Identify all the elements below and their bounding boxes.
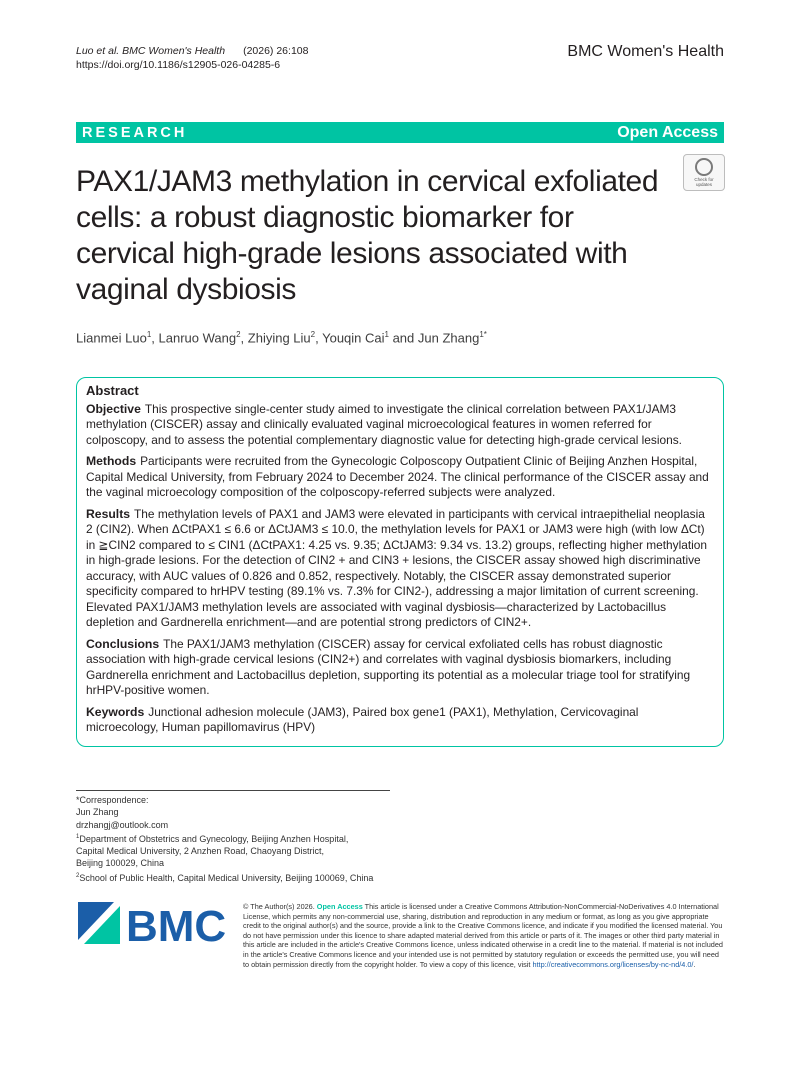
check-updates-label-2: updates bbox=[695, 182, 712, 187]
affiliation-text: Department of Obstetrics and Gynecology, Beijing Anzhen Hospital, bbox=[79, 833, 349, 844]
citation-authors: Luo et al. BMC Women's Health bbox=[76, 45, 226, 57]
author-affiliation: 1 bbox=[384, 330, 389, 339]
author-affiliation: 1* bbox=[479, 330, 487, 339]
journal-name: BMC Women's Health bbox=[567, 43, 724, 60]
author-affiliation: 1 bbox=[146, 330, 152, 339]
check-updates-icon bbox=[695, 158, 713, 176]
methods-text: Participants were recruited from the Gynecologic Colposcopy Outpatient Clinic of Beijing Anzhen Hospital, Capital Medical University, from February 2024 to December 2024. The clinical performance of the CISCER assay and the vaginal microecology composition of the colposcopy-referred subjects were analyzed. bbox=[86, 454, 709, 499]
correspondence-block bbox=[76, 794, 373, 884]
author-affiliation: 2 bbox=[310, 330, 316, 339]
abstract-objective bbox=[86, 402, 714, 449]
author-name[interactable]: Youqin Cai bbox=[322, 330, 385, 346]
author-name[interactable]: Jun Zhang bbox=[417, 330, 480, 346]
objective-text: This prospective single-center study aimed to investigate the clinical correlation between PAX1/JAM3 methylation (CISCER) assay and clinically evaluated vaginal microecological features in women referred for colposcopy, and to assess the potential complementary diagnostic value for detecting high-grade cervical lesions. bbox=[86, 401, 682, 447]
affiliation-1-line-3: Beijing 100029, China bbox=[76, 858, 165, 869]
affiliation-number: 1 bbox=[76, 833, 80, 840]
footnote-divider bbox=[76, 790, 390, 791]
bmc-logo-text: BMC bbox=[126, 902, 227, 946]
check-updates-label-1: Check for bbox=[694, 177, 714, 182]
correspondence-label: *Correspondence: bbox=[76, 795, 149, 805]
correspondence-email[interactable]: drzhangj@outlook.com bbox=[76, 819, 169, 830]
affiliation-1 bbox=[76, 831, 373, 845]
doi-link[interactable]: https://doi.org/10.1186/s12905-026-04285-6 bbox=[76, 59, 281, 71]
results-text: The methylation levels of PAX1 and JAM3 were elevated in participants with cervical intraepithelial neoplasia 2 (CIN2). When ΔCtPAX1 ≤ 6.6 or ΔCtJAM3 ≤ 10.0, the methylation levels for PAX1 or JAM3 were high (with low ΔCt) in ≧CIN2 compared to ≤ CIN1 (ΔCtPAX1: 4.25 vs. 9.35; ΔCtJAM3: 9.34 vs. 13.2) groups, reflecting higher methylation in high-grade lesions. For the detection of CIN2 + and CIN3 + lesions, the CISCER assay showed high discriminative accuracy, with AUC values of 0.826 and 0.852, respectively. Notably, the CISCER assay demonstrated superior specificity compared to hrHPV testing (89.1% vs. 7.3% for CIN2-), addressing a major limitation of current screening. Elevated PAX1/JAM3 methylation levels are associated with vaginal dysbiosis—characterized by Lactobacillus depletion and Gardnerella enrichment—and are potential strong predictors of CIN2+. bbox=[86, 506, 708, 629]
author-separator: and bbox=[388, 330, 418, 346]
objective-label: Objective bbox=[86, 401, 141, 416]
affiliation-2 bbox=[76, 870, 373, 884]
results-label: Results bbox=[86, 506, 131, 521]
abstract-results bbox=[86, 507, 714, 631]
citation-line bbox=[76, 44, 308, 58]
abstract-conclusions bbox=[86, 637, 714, 699]
correspondence-name: Jun Zhang bbox=[76, 807, 119, 818]
abstract-heading: Abstract bbox=[86, 383, 139, 398]
author-affiliation: 2 bbox=[236, 330, 241, 339]
copyright-prefix: © The Author(s) 2026. bbox=[243, 902, 315, 911]
conclusions-label: Conclusions bbox=[86, 636, 160, 651]
license-body: This article is licensed under a Creative Commons Attribution-NonCommercial-NoDerivatives 4.0 International License, which permits any non-commercial use, sharing, distribution and reproduction in any medium or format, as long as you give appropriate credit to the original author(s) and the source, provide a link to the Creative Commons licence, and indicate if you modified the licensed material. You do not have permission under this licence to share adapted material derived from this article or parts of it. The images or other third party material in this article are included in the article's Creative Commons licence, unless indicated otherwise in a credit line to the material. If material is not included in the article's Creative Commons licence and your intended use is not permitted by statutory regulation or exceeds the permitted use, you will need to obtain permission directly from the copyright holder. To view a copy of this licence, visit bbox=[243, 902, 723, 969]
methods-label: Methods bbox=[86, 454, 137, 468]
article-type-banner bbox=[76, 122, 724, 143]
affiliation-text: School of Public Health, Capital Medical University, Beijing 100069, China bbox=[79, 872, 374, 883]
author-list bbox=[76, 330, 487, 345]
author-separator: , bbox=[240, 330, 248, 346]
affiliation-1-line-2: Capital Medical University, 2 Anzhen Road, Chaoyang District, bbox=[76, 846, 324, 857]
author-name[interactable]: Lianmei Luo bbox=[76, 330, 147, 346]
bmc-logo bbox=[78, 900, 228, 946]
license-open-access: Open Access bbox=[316, 902, 363, 911]
license-text bbox=[243, 902, 725, 969]
affiliation-number: 2 bbox=[76, 872, 80, 879]
keywords-label: Keywords bbox=[86, 704, 145, 719]
citation-block bbox=[76, 44, 308, 72]
abstract-keywords bbox=[86, 705, 714, 736]
author-separator: , bbox=[315, 330, 323, 346]
article-title: PAX1/JAM3 methylation in cervical exfoliated cells: a robust diagnostic biomarker for cervical high-grade lesions associated with vaginal dysbiosis bbox=[76, 165, 659, 306]
citation-year: (2026) 26:108 bbox=[243, 45, 309, 57]
author-name[interactable]: Lanruo Wang bbox=[158, 330, 237, 346]
abstract-box bbox=[76, 377, 724, 747]
license-url[interactable]: http://creativecommons.org/licenses/by-nc-nd/4.0/ bbox=[532, 959, 694, 969]
conclusions-text: The PAX1/JAM3 methylation (CISCER) assay for cervical exfoliated cells has robust diagnostic association with high-grade cervical lesions (CIN2+) and correlates with vaginal dysbiosis biomarkers, including Gardnerella enrichment and Lactobacillus depletion, supporting its potential as a molecular triage tool for stratifying hrHPV-positive women. bbox=[86, 636, 691, 697]
check-for-updates-badge[interactable] bbox=[683, 154, 725, 191]
author-name[interactable]: Zhiying Liu bbox=[247, 330, 311, 346]
license-suffix: . bbox=[693, 959, 696, 969]
article-type-label: RESEARCH bbox=[82, 124, 188, 141]
keywords-text: Junctional adhesion molecule (JAM3), Paired box gene1 (PAX1), Methylation, Cervicovaginal microecology, Human papillomavirus (HPV) bbox=[86, 704, 639, 734]
author-separator: , bbox=[151, 330, 159, 346]
abstract-methods bbox=[86, 454, 714, 501]
open-access-label: Open Access bbox=[617, 123, 718, 141]
